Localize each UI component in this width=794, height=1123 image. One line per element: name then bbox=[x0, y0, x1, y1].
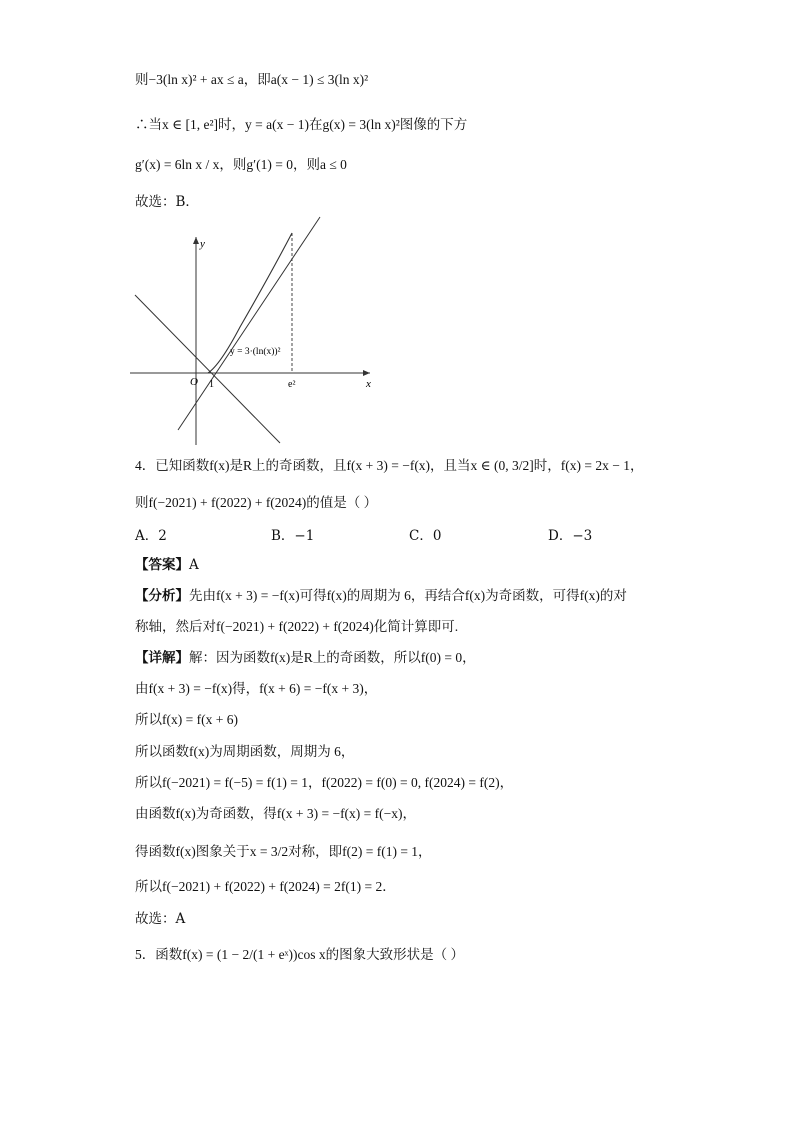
answer-value: A bbox=[189, 557, 199, 573]
curve-label: y = 3·(ln(x))² bbox=[230, 347, 281, 357]
x-axis-arrow bbox=[363, 370, 370, 376]
e2-label: e² bbox=[288, 379, 296, 390]
decreasing-line bbox=[135, 295, 280, 443]
option-c: C．0 bbox=[409, 528, 442, 544]
answer-line bbox=[135, 555, 199, 575]
detail-line-4: 所以函数f(x)为周期函数，周期为 6， bbox=[135, 744, 355, 759]
option-b: B．−1 bbox=[271, 528, 315, 544]
detail-line-5: 所以f(−2021) = f(−5) = f(1) = 1，f(2022) = f(0) = 0, f(2024) = f(2)， bbox=[135, 775, 514, 790]
option-a: A．2 bbox=[135, 528, 167, 544]
line-3: g′(x) = 6ln x / x，则g′(1) = 0，则a ≤ 0 bbox=[135, 157, 347, 172]
analysis-text: 先由f(x + 3) = −f(x)可得f(x)的周期为 6，再结合f(x)为奇函数，可得f(x)的对 bbox=[189, 588, 627, 603]
detail-line-9: 故选：A bbox=[135, 911, 186, 927]
question-4-line-2: 则f(−2021) + f(2022) + f(2024)的值是（ ） bbox=[135, 495, 378, 510]
question-5: 5．函数f(x) = (1 − 2/(1 + eˣ))cos x的图象大致形状是（ ） bbox=[135, 947, 464, 962]
y-axis-arrow bbox=[193, 237, 199, 244]
function-graph-figure bbox=[130, 215, 380, 445]
line-1: 则−3(ln x)² + ax ≤ a，即a(x − 1) ≤ 3(ln x)² bbox=[135, 72, 369, 87]
detail-line-3: 所以f(x) = f(x + 6) bbox=[135, 712, 238, 727]
graph-svg bbox=[130, 215, 380, 445]
detail-line-1 bbox=[135, 648, 476, 668]
analysis-line-1 bbox=[135, 586, 627, 606]
detail-text: 解：因为函数f(x)是R上的奇函数，所以f(0) = 0， bbox=[189, 650, 476, 665]
answer-tag: 【答案】 bbox=[135, 557, 189, 573]
question-4-line-1: 4．已知函数f(x)是R上的奇函数，且f(x + 3) = −f(x)，且当x ∈ (0, 3/2]时，f(x) = 2x − 1， bbox=[135, 458, 644, 473]
detail-tag: 【详解】 bbox=[135, 650, 189, 665]
detail-line-7: 得函数f(x)图象关于x = 3/2对称，即f(2) = f(1) = 1， bbox=[135, 844, 432, 859]
one-label: 1 bbox=[209, 379, 214, 390]
detail-line-6: 由函数f(x)为奇函数，得f(x + 3) = −f(x) = f(−x)， bbox=[135, 806, 417, 821]
option-d: D．−3 bbox=[548, 528, 593, 544]
line-2: ∴当x ∈ [1, e²]时，y = a(x − 1)在g(x) = 3(ln x)²图像的下方 bbox=[135, 117, 468, 132]
detail-line-8: 所以f(−2021) + f(2022) + f(2024) = 2f(1) = 2． bbox=[135, 879, 396, 894]
origin-label: O bbox=[190, 376, 198, 388]
analysis-line-2: 称轴，然后对f(−2021) + f(2022) + f(2024)化简计算即可. bbox=[135, 619, 459, 634]
detail-line-2: 由f(x + 3) = −f(x)得，f(x + 6) = −f(x + 3)， bbox=[135, 681, 378, 696]
analysis-tag: 【分析】 bbox=[135, 588, 189, 603]
y-axis-label: y bbox=[200, 238, 205, 250]
x-axis-label: x bbox=[366, 378, 371, 390]
line-4: 故选：B． bbox=[135, 194, 199, 210]
